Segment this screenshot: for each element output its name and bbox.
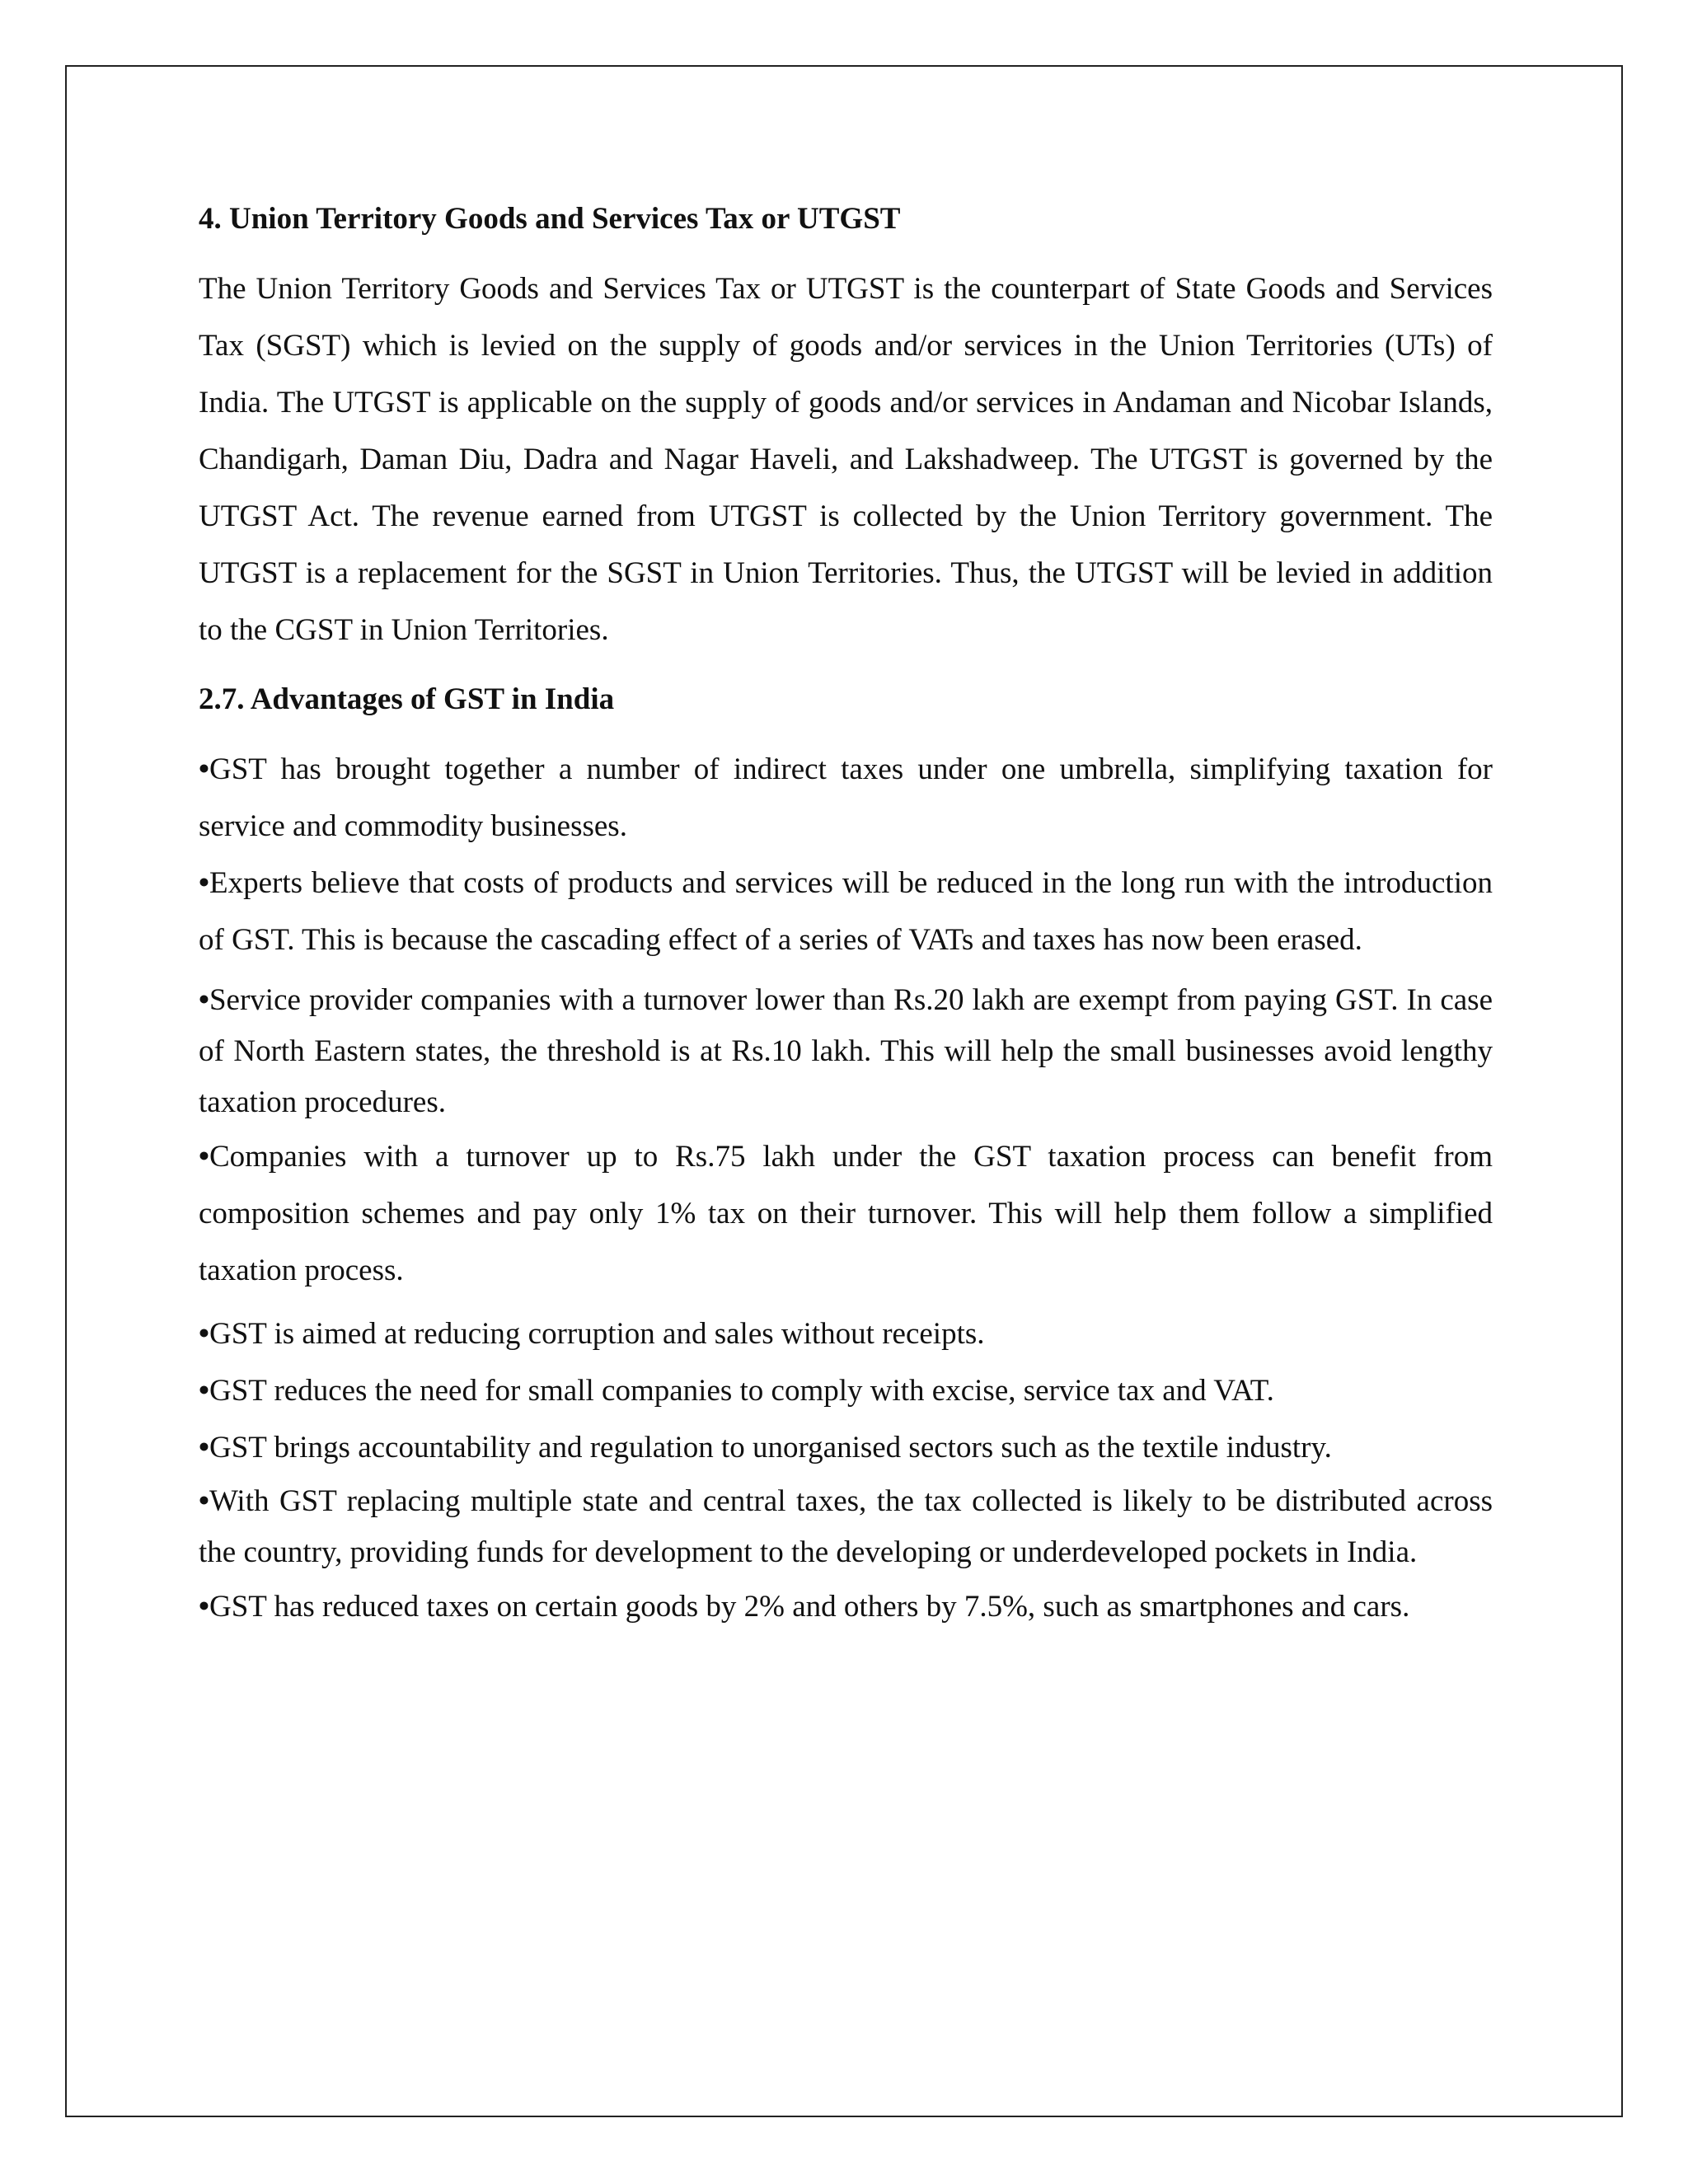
utgst-heading: 4. Union Territory Goods and Services Tax or UTGST	[199, 202, 901, 236]
utgst-paragraph: The Union Territory Goods and Services Tax or UTGST is the counterpart of State Goods and Services Tax (SGST) which is levied on the supply of goods and/or services in the Union Territories (UTs) of India. The UTGST is applicable on the supply of goods and/or services in Andaman and Nicobar Islands, Chandigarh, Daman Diu, Dadra and Nagar Haveli, and Lakshadweep. The UTGST is governed by the UTGST Act. The revenue earned from UTGST is collected by the Union Territory government. The UTGST is a replacement for the SGST in Union Territories. Thus, the UTGST will be levied in addition to the CGST in Union Territories.	[199, 272, 1493, 647]
list-item-text: GST reduces the need for small companies to comply with excise, service tax and VAT.	[209, 1374, 1274, 1408]
list-item	[199, 1419, 1493, 1476]
list-item	[199, 1128, 1493, 1299]
list-item	[199, 975, 1493, 1128]
list-item	[199, 1578, 1493, 1635]
bullet-icon: •	[199, 1140, 209, 1174]
list-item-text: GST brings accountability and regulation to unorganised sectors such as the textile industry.	[209, 1431, 1332, 1465]
bullet-icon: •	[199, 1374, 209, 1408]
advantages-heading: 2.7. Advantages of GST in India	[199, 682, 615, 716]
bullet-icon: •	[199, 1484, 209, 1518]
list-item-text: GST is aimed at reducing corruption and sales without receipts.	[209, 1317, 985, 1351]
bullet-icon: •	[199, 1317, 209, 1351]
document-content	[199, 199, 1493, 1635]
bullet-icon: •	[199, 983, 209, 1017]
bullet-icon: •	[199, 1431, 209, 1465]
advantages-list	[199, 741, 1493, 1635]
bullet-icon: •	[199, 752, 209, 786]
bullet-icon: •	[199, 1590, 209, 1624]
list-item	[199, 855, 1493, 968]
list-item-text: GST has brought together a number of indirect taxes under one umbrella, simplifying taxation for service and commodity businesses.	[199, 752, 1493, 843]
list-item-text: With GST replacing multiple state and central taxes, the tax collected is likely to be distributed across the country, providing funds for development to the developing or underdeveloped pockets in India.	[199, 1484, 1493, 1569]
advantages-section	[199, 680, 1493, 1635]
list-item	[199, 741, 1493, 855]
list-item	[199, 1305, 1493, 1362]
list-item	[199, 1476, 1493, 1578]
list-item-text: Companies with a turnover up to Rs.75 lakh under the GST taxation process can benefit from composition schemes and pay only 1% tax on their turnover. This will help them follow a simplified taxation process.	[199, 1140, 1493, 1287]
list-item-text: Experts believe that costs of products and services will be reduced in the long run with the introduction of GST. This is because the cascading effect of a series of VATs and taxes has now been erased.	[199, 866, 1493, 957]
list-item-text: Service provider companies with a turnover lower than Rs.20 lakh are exempt from paying GST. In case of North Eastern states, the threshold is at Rs.10 lakh. This will help the small businesses avoid lengthy taxation procedures.	[199, 983, 1493, 1119]
list-item-text: GST has reduced taxes on certain goods by 2% and others by 7.5%, such as smartphones and cars.	[209, 1590, 1410, 1624]
bullet-icon: •	[199, 866, 209, 900]
list-item	[199, 1362, 1493, 1419]
utgst-section	[199, 199, 1493, 658]
